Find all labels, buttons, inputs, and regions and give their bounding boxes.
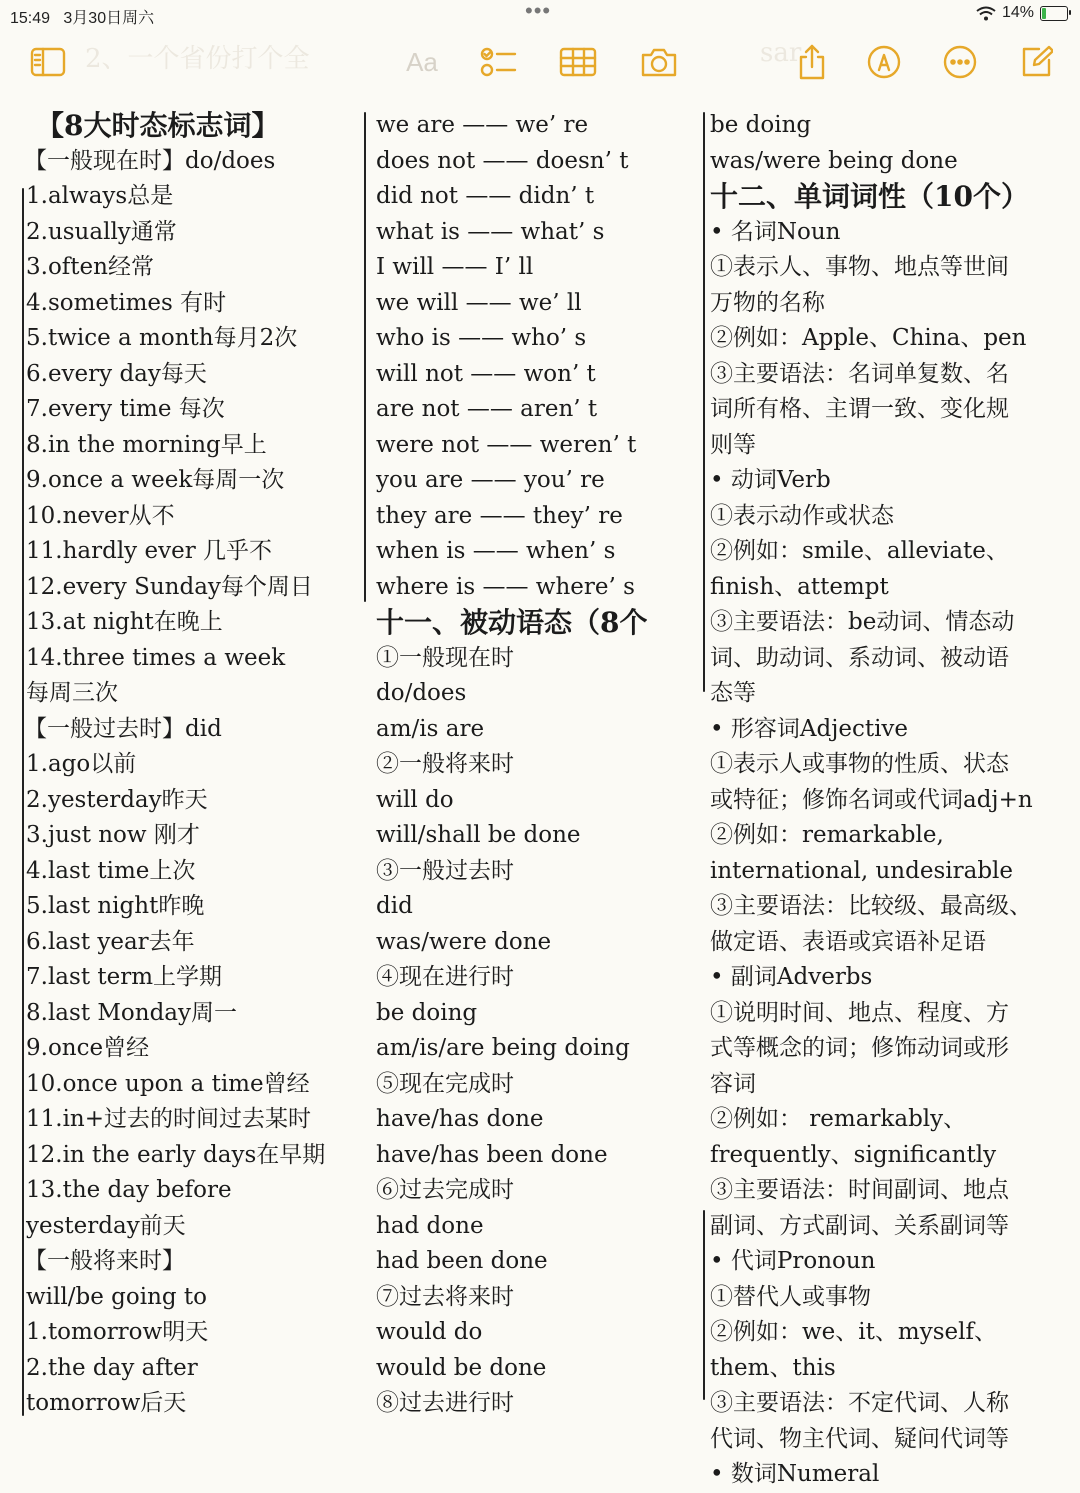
note-line: who is —— who’ s [376,325,587,351]
note-line: 万物的名称 [710,289,825,316]
note-line: 2.yesterday昨天 [26,786,208,813]
more-options-icon[interactable] [940,42,980,82]
note-line: be doing [710,112,812,138]
note-line: 2.the day after [26,1354,198,1381]
battery-icon [1040,6,1068,21]
note-line: will/be going to [26,1283,208,1310]
note-line: • 名词Noun [710,218,841,245]
note-line: 6.every day每天 [26,360,207,387]
note-line: ①替代人或事物 [710,1283,871,1310]
note-canvas[interactable] [0,100,1080,1487]
note-line: 3.just now 刚才 [26,822,200,848]
note-line: ②例如： remarkably、 [710,1106,967,1132]
note-line: do/does [376,680,467,706]
note-line: 4.sometimes 有时 [26,289,227,316]
note-line: ③主要语法：名词单复数、名 [710,360,1009,387]
note-line: 4.last time上次 [26,857,196,884]
note-line: 【一般将来时】 [24,1248,185,1274]
table-icon[interactable] [558,42,598,82]
note-line: 做定语、表语或宾语补足语 [710,928,986,955]
note-line: 副词、方式副词、关系副词等 [710,1212,1009,1239]
note-line: ②例如：Apple、China、pen [710,325,1027,351]
note-line: 【一般现在时】do/does [24,147,276,174]
note-line: we will —— we’ ll [376,289,582,316]
note-line: 13.at night在晚上 [26,609,223,635]
note-line: 5.twice a month每月2次 [26,325,298,351]
note-line: international, undesirable [710,857,1014,884]
note-line: 态等 [710,680,756,706]
note-line: will/shall be done [376,822,581,848]
note-line: frequently、significantly [710,1141,997,1168]
note-line: 10.once upon a time曾经 [26,1070,310,1097]
note-line: 8.last Monday周一 [26,999,238,1026]
note-line: ②例如：smile、alleviate、 [710,538,1009,564]
note-line: does not —— doesn’ t [376,147,629,174]
note-line: 1.ago以前 [26,751,137,777]
sidebar-toggle-icon[interactable] [28,42,68,82]
note-line: • 形容词Adjective [710,715,909,742]
note-line: 14.three times a week [26,644,286,671]
note-line: did not —— didn’ t [376,183,595,209]
note-line: 或特征；修饰名词或代词adj+n [710,786,1033,813]
note-line: what is —— what’ s [376,218,605,245]
note-line: be doing [376,999,478,1026]
note-line: was/were being done [710,147,958,174]
note-line: 则等 [710,431,756,458]
note-line: 10.never从不 [26,502,175,529]
note-line: ①表示动作或状态 [710,502,894,529]
note-line: them、this [710,1354,836,1381]
note-line: ②例如：remarkable, [710,822,944,848]
note-line: 十一、被动语态（8个 [376,606,648,639]
multitasking-dots-icon[interactable]: ••• [525,0,552,23]
markup-pen-icon[interactable] [864,42,904,82]
note-line: I will —— I’ ll [376,254,534,280]
note-line: 1.always总是 [26,183,174,209]
note-line: have/has been done [376,1141,608,1168]
note-line: ⑧过去进行时 [376,1390,514,1416]
note-line: ⑤现在完成时 [376,1070,514,1097]
note-line: 9.once曾经 [26,1035,150,1061]
note-line: have/has done [376,1106,544,1132]
note-line: ⑦过去将来时 [376,1283,514,1310]
note-line: am/is are [376,715,485,742]
note-line: 11.hardly ever 几乎不 [26,538,273,564]
note-line: 7.last term上学期 [26,964,223,990]
note-line: • 动词Verb [710,467,831,493]
note-line: 8.in the morning早上 [26,431,267,458]
note-line: they are —— they’ re [376,502,623,529]
note-line: 9.once a week每周一次 [26,467,285,493]
note-line: 每周三次 [26,680,118,706]
note-line: ①表示人或事物的性质、状态 [710,751,1009,777]
note-line: we are —— we’ re [376,112,589,138]
note-line: are not —— aren’ t [376,396,598,422]
note-line: ③主要语法：比较级、最高级、 [710,893,1032,919]
ghost-background-text: 2、一个省份打个全 [85,44,310,74]
note-line: ③主要语法：不定代词、人称 [710,1390,1009,1416]
note-line: 6.last year去年 [26,928,195,955]
note-line: finish、attempt [710,573,889,600]
note-line: 【一般过去时】did [24,715,222,742]
note-line: am/is/are being doing [376,1035,630,1061]
note-line: where is —— where’ s [376,573,635,600]
note-line: • 代词Pronoun [710,1248,876,1274]
toolbar [0,28,1080,98]
column-divider [364,112,366,602]
note-line: ②一般将来时 [376,751,514,777]
note-line: 3.often经常 [26,254,154,280]
note-line: when is —— when’ s [376,538,616,564]
text-format-button[interactable]: Aa [406,46,438,77]
note-column-2 [376,108,700,1422]
note-line: ④现在进行时 [376,964,514,990]
status-bar [0,0,1080,28]
note-line: 【8大时态标志词】 [36,109,280,142]
wifi-icon [976,6,996,21]
note-line: 11.in+过去的时间过去某时 [26,1106,312,1132]
note-line: 1.tomorrow明天 [26,1319,209,1345]
note-line: • 数词Numeral [710,1461,880,1487]
battery-percentage: 14% [1001,4,1034,21]
note-line: • 副词Adverbs [710,964,873,990]
note-line: 式等概念的词；修饰动词或形 [710,1035,1009,1061]
camera-icon[interactable] [638,42,680,82]
note-column-3 [710,108,1072,1493]
note-line: would be done [376,1354,547,1381]
note-line: you are —— you’ re [376,467,605,493]
status-time: 15:49 3月30日周六 [10,10,155,27]
ghost-background-text-2: sar [760,38,802,68]
note-line: ③一般过去时 [376,857,514,884]
note-line: ②例如：we、it、myself、 [710,1319,997,1345]
note-line: 十二、单词词性（10个） [710,180,1029,213]
note-line: was/were done [376,928,552,955]
checklist-icon[interactable] [478,42,520,82]
note-line: will do [376,786,454,813]
note-line: 12.every Sunday每个周日 [26,573,313,600]
note-line: 代词、物主代词、疑问代词等 [710,1425,1009,1452]
note-line: were not —— weren’ t [376,431,637,458]
note-line: 词所有格、主谓一致、变化规 [710,396,1009,422]
note-line: 容词 [710,1070,756,1097]
note-line: will not —— won’ t [376,360,596,387]
note-line: 词、助动词、系动词、被动语 [710,644,1009,671]
note-line: 13.the day before [26,1177,232,1203]
column-divider [703,1210,705,1400]
note-line: ①一般现在时 [376,644,514,671]
note-line: ⑥过去完成时 [376,1177,514,1203]
note-line: ③主要语法：be动词、情态动 [710,609,1015,635]
note-line: 7.every time 每次 [26,396,225,422]
note-line: ③主要语法：时间副词、地点 [710,1177,1009,1203]
note-line: yesterday前天 [26,1212,186,1239]
note-line: did [376,893,413,919]
note-line: 2.usually通常 [26,218,177,245]
note-line: 12.in the early days在早期 [26,1141,326,1168]
compose-icon[interactable] [1016,42,1056,82]
note-line: ①表示人、事物、地点等世间 [710,254,1009,280]
column-divider [703,112,705,692]
note-line: 5.last night昨晚 [26,893,205,919]
note-line: had done [376,1212,484,1239]
share-icon[interactable] [792,42,832,82]
note-column-1 [22,108,360,1422]
note-line: had been done [376,1248,548,1274]
note-line: tomorrow后天 [26,1390,187,1416]
note-line: ①说明时间、地点、程度、方 [710,999,1009,1026]
note-line: would do [376,1319,483,1345]
